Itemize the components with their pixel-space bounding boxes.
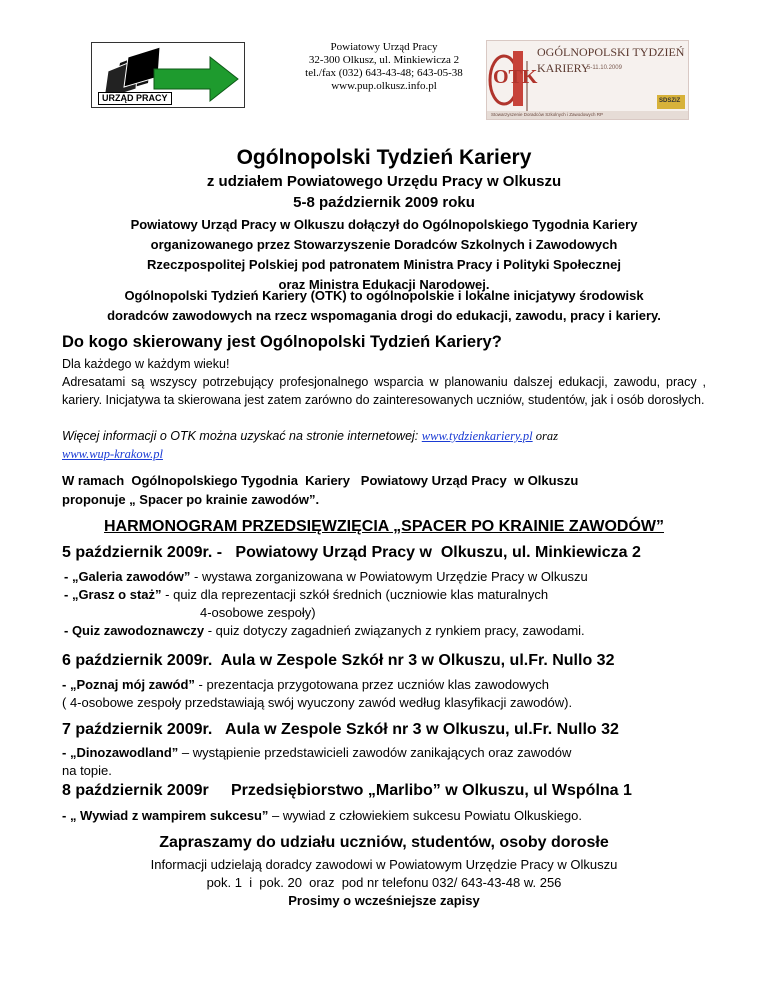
- pup-logo: [91, 42, 245, 108]
- closing-info: [0, 856, 768, 910]
- day-3-heading: 7 październik 2009r. Aula w Zespole Szkół nr 3 w Olkuszu, ul.Fr. Nullo 32: [62, 721, 619, 738]
- item-title: - „Grasz o staż”: [64, 587, 162, 602]
- banner-badge: SDSZiZ: [659, 98, 681, 104]
- target-paragraph: Adresatami są wszyscy potrzebujący profesjonalnego wsparcia w planowaniu dalszej edukacji, zawodu, pracy , kariery. Inicjatywa ta skierowana jest zatem zarówno do zainteresowanych uczniów, studentów, jak i osób dorosłych.: [62, 375, 706, 407]
- item-title: - „Dinozawodland”: [62, 745, 179, 760]
- list-item: [62, 694, 722, 712]
- closing-line: pok. 1 i pok. 20 oraz pod nr telefonu 032/ 643-43-48 w. 256: [206, 875, 562, 890]
- closing-line: Informacji udzielają doradcy zawodowi w Powiatowym Urzędzie Pracy w Olkuszu: [150, 857, 618, 872]
- day-1-items: [64, 568, 714, 640]
- item-title: - „Poznaj mój zawód”: [62, 677, 195, 692]
- page-title: Ogólnopolski Tydzień Kariery: [236, 146, 532, 169]
- address-block: [240, 41, 528, 93]
- item-text: - wystawa zorganizowana w Powiatowym Urzędzie Pracy w Olkuszu: [190, 569, 588, 584]
- target-heading: Do kogo skierowany jest Ogólnopolski Tydzień Kariery?: [62, 333, 502, 351]
- link-wup-krakow[interactable]: www.wup-krakow.pl: [62, 447, 163, 461]
- list-item: [64, 622, 714, 640]
- target-line: Dla każdego w każdym wieku!: [62, 357, 230, 371]
- item-title: - Quiz zawodoznawczy: [64, 623, 205, 638]
- address-line: Powiatowy Urząd Pracy: [330, 41, 438, 53]
- more-info: [62, 427, 706, 463]
- subtitle-dates: 5-8 październik 2009 roku: [293, 194, 475, 211]
- list-item: [62, 807, 722, 825]
- banner-dates: 5-11.10.2009: [587, 65, 622, 71]
- day-1-heading: 5 październik 2009r. - Powiatowy Urząd Pracy w Olkuszu, ul. Minkiewicza 2: [62, 544, 641, 561]
- subtitle-office: z udziałem Powiatowego Urzędu Pracy w Olkuszu: [206, 173, 562, 190]
- schedule-heading: HARMONOGRAM PRZEDSIĘWZIĘCIA „SPACER PO KRAINIE ZAWODÓW”: [104, 518, 664, 535]
- item-text: ( 4-osobowe zespoły przedstawiają swój wyuczony zawód według klasyfikacji zawodów).: [62, 695, 573, 710]
- otk-description-line: doradców zawodowych na rzecz wspomagania drogi do edukacji, zawodu, pracy i kariery.: [107, 308, 661, 323]
- banner-title-1: OGÓLNOPOLSKI TYDZIEŃ: [537, 45, 685, 59]
- closing-line: Prosimy o wcześniejsze zapisy: [288, 893, 480, 908]
- intro-paragraph: [60, 215, 708, 295]
- otk-description-line: Ogólnopolski Tydzień Kariery (OTK) to ogólnopolskie i lokalne inicjatywy środowisk: [124, 288, 644, 303]
- item-text: na topie.: [62, 763, 112, 778]
- address-line: www.pup.olkusz.info.pl: [331, 80, 437, 92]
- intro-line: organizowanego przez Stowarzyszenie Doradców Szkolnych i Zawodowych: [150, 237, 618, 252]
- item-text: – wywiad z człowiekiem sukcesu Powiatu Olkuskiego.: [268, 808, 582, 823]
- item-title: - „ Wywiad z wampirem sukcesu”: [62, 808, 269, 823]
- intro-line: oraz Ministra Edukacji Narodowej.: [278, 277, 490, 292]
- list-item: [62, 762, 722, 780]
- offer-paragraph: [62, 471, 578, 509]
- item-text: - quiz dla reprezentacji szkół średnich (uczniowie klas maturalnych: [161, 587, 549, 602]
- list-item: [64, 568, 714, 586]
- list-item: [62, 744, 722, 762]
- otk-description: [40, 286, 728, 326]
- item-text: - quiz dotyczy zagadnień związanych z rynkiem pracy, zawodami.: [204, 623, 585, 638]
- item-text: – wystąpienie przedstawicieli zawodów zanikających oraz zawodów: [178, 745, 572, 760]
- banner-title-2: KARIERY: [537, 61, 590, 75]
- item-text: - prezentacja przygotowana przez uczniów klas zawodowych: [194, 677, 549, 692]
- day-2-heading: 6 październik 2009r. Aula w Zespole Szkół nr 3 w Olkuszu, ul.Fr. Nullo 32: [62, 652, 615, 669]
- otk-logo: OTK: [493, 66, 538, 88]
- pup-logo-text: URZĄD PRACY: [98, 92, 172, 105]
- day-4-items: [62, 807, 722, 825]
- item-title: - „Galeria zawodów”: [64, 569, 191, 584]
- list-item: [64, 586, 714, 604]
- link-separator: oraz: [532, 429, 558, 443]
- day-2-items: [62, 676, 722, 712]
- list-item: [64, 604, 714, 622]
- more-info-text: Więcej informacji o OTK można uzyskać na stronie internetowej:: [62, 429, 422, 443]
- offer-line: proponuje „ Spacer po krainie zawodów”.: [62, 492, 320, 507]
- intro-line: Powiatowy Urząd Pracy w Olkuszu dołączył do Ogólnopolskiego Tygodnia Kariery: [130, 217, 638, 232]
- banner-footer: Stowarzyszenie Doradców Szkolnych i Zawodowych RP: [491, 112, 604, 117]
- item-text: 4-osobowe zespoły): [200, 605, 316, 620]
- day-4-heading: 8 październik 2009r Przedsiębiorstwo „Marlibo” w Olkuszu, ul Wspólna 1: [62, 782, 632, 799]
- intro-line: Rzeczpospolitej Polskiej pod patronatem Ministra Pracy i Polityki Społecznej: [147, 257, 621, 272]
- link-tydzienkariery[interactable]: www.tydzienkariery.pl: [421, 429, 533, 443]
- otk-banner: [486, 40, 689, 120]
- closing-heading: Zapraszamy do udziału uczniów, studentów, osoby dorosłe: [159, 834, 609, 851]
- address-line: tel./fax (032) 643-43-48; 643-05-38: [305, 67, 463, 79]
- day-3-items: [62, 744, 722, 780]
- list-item: [62, 676, 722, 694]
- address-line: 32-300 Olkusz, ul. Minkiewicza 2: [308, 54, 460, 66]
- offer-line: W ramach Ogólnopolskiego Tygodnia Kariery Powiatowy Urząd Pracy w Olkuszu: [62, 473, 579, 488]
